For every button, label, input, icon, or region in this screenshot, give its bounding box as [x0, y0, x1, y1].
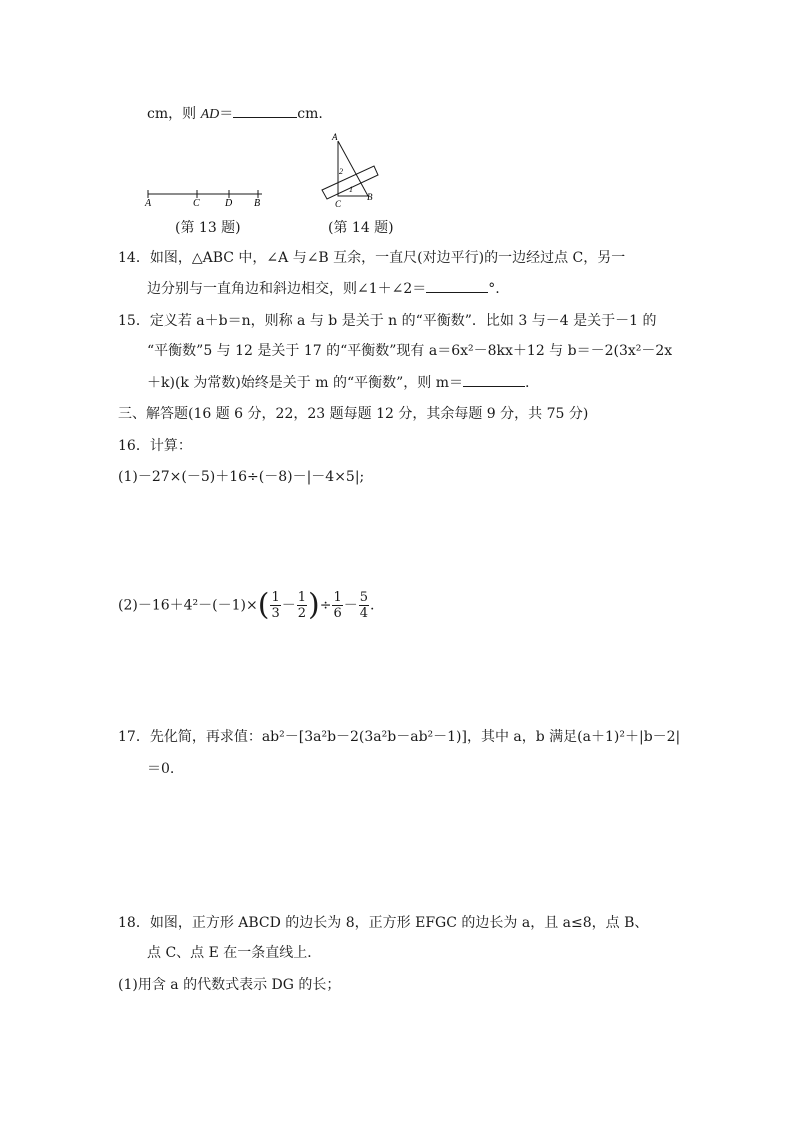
q16-part-1: (1)－27×(－5)＋16÷(－8)－|－4×5|; [118, 469, 365, 485]
q14-line-2-end: °. [488, 281, 500, 297]
answer-blank[interactable] [426, 278, 488, 293]
figure-13-segment [140, 186, 275, 208]
q13-tail-line [147, 103, 323, 125]
point-label-a: A [145, 198, 152, 208]
vertex-label-c: C [335, 199, 342, 209]
section-3-heading: 三、解答题(16 题 6 分，22，23 题每题 12 分，其余每题 9 分，共 75 分) [118, 406, 589, 422]
figure-13-caption: (第 13 题) [175, 220, 241, 236]
angle-label-2: 2 [339, 167, 343, 176]
q14-line-2-text: 边分别与一直角边和斜边相交，则∠1＋∠2＝ [147, 281, 427, 297]
q16-part-2-lead: (2)－16＋4²－(－1)× [118, 597, 258, 614]
figure-14-triangle-ruler [318, 128, 380, 210]
fraction-one-half: $\frac{1}{2}$ [297, 590, 307, 621]
answer-blank[interactable] [463, 372, 525, 387]
q17-line-1: 17．先化简，再求值：ab²－[3a²b－2(3a²b－ab²－1)]，其中 a，b 满足(a＋1)²＋|b－2| [118, 729, 681, 745]
q14-line-1: 14．如图，△ABC 中，∠A 与∠B 互余，一直尺(对边平行)的一边经过点 C，另一 [118, 250, 626, 266]
period: . [370, 597, 375, 614]
fraction-one-third: $\frac{1}{3}$ [271, 590, 280, 621]
q16-title: 16．计算： [118, 438, 192, 454]
q18-part-1: (1)用含 a 的代数式表示 DG 的长； [118, 977, 341, 993]
q13-post: cm. [297, 106, 323, 122]
q13-eq: ＝ [219, 106, 234, 122]
point-label-d: D [225, 198, 233, 208]
q16-part-2 [118, 587, 375, 623]
answer-blank[interactable] [233, 103, 297, 118]
fraction-one-sixth: $\frac{1}{6}$ [333, 590, 342, 621]
q14-line-2 [147, 278, 500, 299]
q13-pre: cm，则 [147, 106, 201, 122]
minus-sign: － [343, 597, 358, 614]
q18-line-1: 18．如图，正方形 ABCD 的边长为 8，正方形 EFGC 的边长为 a，且 a≤8，点 B、 [118, 915, 649, 931]
q13-var: AD [200, 107, 220, 122]
paren-open: ( [257, 587, 270, 623]
vertex-label-a: A [332, 132, 338, 142]
point-label-c: C [193, 198, 200, 208]
point-label-b: B [254, 198, 261, 208]
angle-label-1: 1 [349, 185, 353, 194]
q15-line-3-text: ＋k)(k 为常数)始终是关于 m 的“平衡数”，则 m＝ [147, 375, 464, 391]
vertex-label-b: B [367, 192, 373, 202]
q18-line-2: 点 C、点 E 在一条直线上． [147, 945, 322, 961]
q15-line-1: 15．定义若 a＋b＝n，则称 a 与 b 是关于 n 的“平衡数”．比如 3 与－4 是关于－1 的 [118, 313, 657, 329]
divide-sign: ÷ [319, 597, 332, 614]
q17-line-2: ＝0. [147, 761, 175, 777]
q15-line-3 [147, 372, 529, 393]
paren-close: ) [308, 587, 320, 623]
figure-14-caption: (第 14 题) [328, 220, 394, 236]
q15-line-2: “平衡数”5 与 12 是关于 17 的“平衡数”现有 a＝6x²－8kx＋12 与 b＝－2(3x²－2x [147, 343, 673, 359]
minus-sign: － [281, 597, 296, 614]
q15-line-3-end: . [525, 375, 530, 391]
fraction-five-fourths: $\frac{5}{4}$ [359, 590, 369, 621]
